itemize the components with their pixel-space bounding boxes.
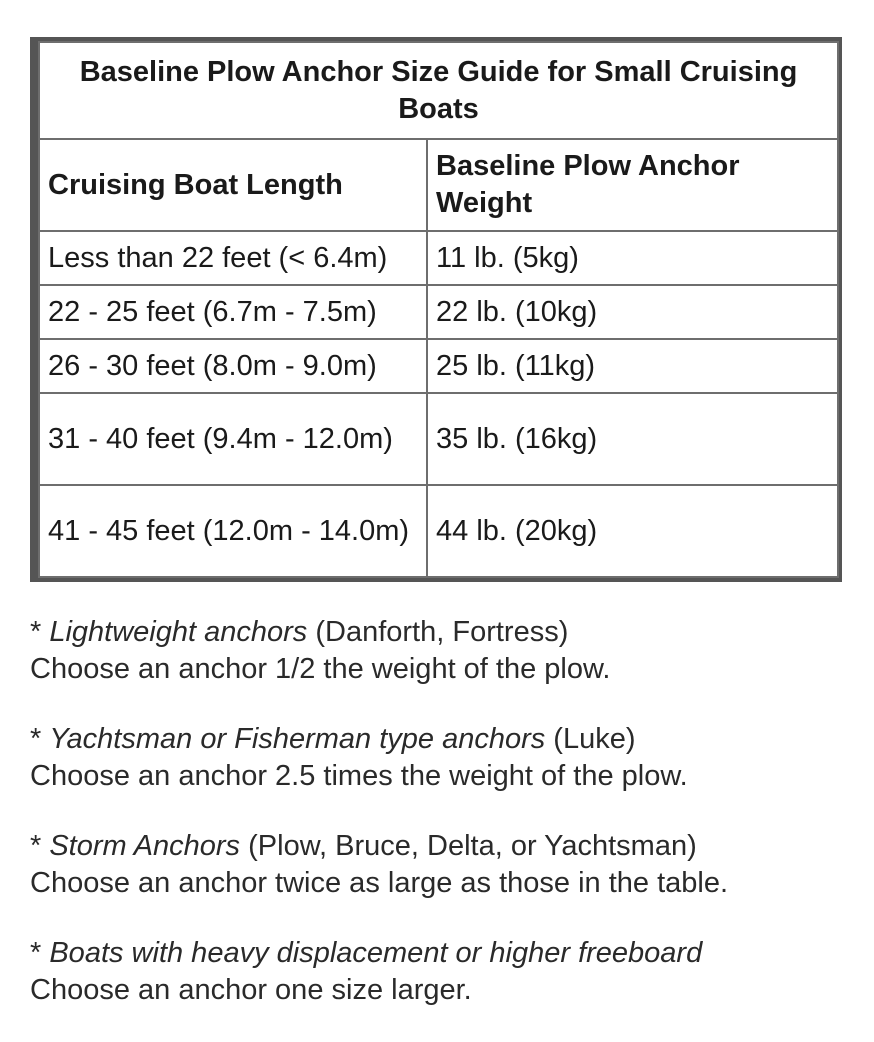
note-anchor-type: Lightweight anchors [49, 616, 308, 648]
anchor-notes [30, 614, 860, 1042]
table-row [39, 339, 838, 393]
cell-anchor-weight: 22 lb. (10kg) [427, 285, 838, 339]
note-heading [30, 721, 860, 758]
cell-boat-length: 31 - 40 feet (9.4m - 12.0m) [39, 393, 427, 485]
note-bullet: * [30, 723, 50, 755]
note-bullet: * [30, 937, 50, 969]
table-header-row [39, 139, 838, 231]
note-description: Choose an anchor one size larger. [30, 974, 472, 1006]
cell-anchor-weight: 35 lb. (16kg) [427, 393, 838, 485]
note-bullet: * [30, 616, 50, 648]
table-title-row [39, 42, 838, 139]
table-row [39, 393, 838, 485]
table-row [39, 285, 838, 339]
cell-anchor-weight: 44 lb. (20kg) [427, 485, 838, 577]
note-anchor-type: Yachtsman or Fisherman type anchors [49, 723, 546, 755]
note-anchor-examples: (Plow, Bruce, Delta, or Yachtsman) [240, 830, 697, 862]
note-item [30, 828, 860, 902]
note-heading [30, 935, 860, 972]
table-row [39, 485, 838, 577]
note-anchor-examples: (Luke) [545, 723, 636, 755]
note-item [30, 721, 860, 795]
note-item [30, 935, 860, 1009]
cell-anchor-weight: 11 lb. (5kg) [427, 231, 838, 285]
cell-boat-length: 26 - 30 feet (8.0m - 9.0m) [39, 339, 427, 393]
cell-boat-length: 22 - 25 feet (6.7m - 7.5m) [39, 285, 427, 339]
note-anchor-type: Storm Anchors [49, 830, 241, 862]
cell-anchor-weight: 25 lb. (11kg) [427, 339, 838, 393]
note-description: Choose an anchor twice as large as those in the table. [30, 867, 729, 899]
note-bullet: * [30, 830, 50, 862]
note-heading [30, 614, 860, 651]
note-description: Choose an anchor 2.5 times the weight of the plow. [30, 760, 688, 792]
note-anchor-examples: (Danforth, Fortress) [307, 616, 569, 648]
anchor-size-table [30, 37, 842, 582]
cell-boat-length: 41 - 45 feet (12.0m - 14.0m) [39, 485, 427, 577]
note-anchor-type: Boats with heavy displacement or higher freeboard [49, 937, 703, 969]
note-description: Choose an anchor 1/2 the weight of the plow. [30, 653, 611, 685]
header-anchor-weight: Baseline Plow Anchor Weight [427, 139, 838, 231]
table-row [39, 231, 838, 285]
anchor-guide-table [38, 41, 839, 578]
note-item [30, 614, 860, 688]
note-heading [30, 828, 860, 865]
cell-boat-length: Less than 22 feet (< 6.4m) [39, 231, 427, 285]
table-title: Baseline Plow Anchor Size Guide for Small Cruising Boats [39, 42, 838, 139]
header-boat-length: Cruising Boat Length [39, 139, 427, 231]
